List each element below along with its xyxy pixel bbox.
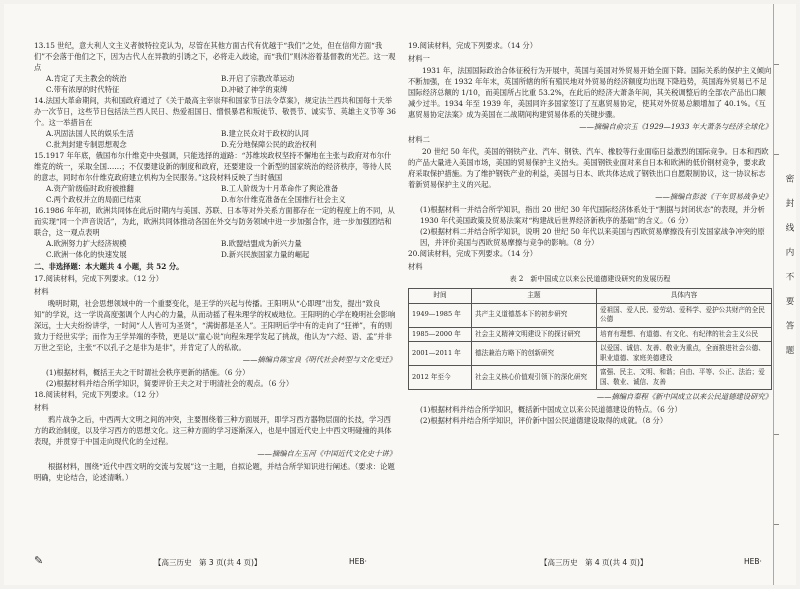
footer-code-left bbox=[349, 557, 367, 566]
table-row bbox=[409, 342, 772, 366]
material-label: 材料 bbox=[34, 287, 49, 296]
footer-code-right bbox=[744, 557, 762, 566]
table-row bbox=[409, 303, 772, 327]
page-footer-right bbox=[540, 557, 647, 568]
seal-tick bbox=[774, 434, 779, 435]
option: C.两个政权并立的局面已结束 bbox=[46, 195, 142, 204]
option: C.带有浓厚的时代特征 bbox=[46, 85, 120, 94]
exam-paper bbox=[4, 4, 796, 585]
sub-question: (2)根据材料并结合所学知识，简要评价王夫之对于明清社会的观点。（6 分） bbox=[46, 379, 294, 388]
footer-code: HEB· bbox=[349, 557, 367, 566]
material-text: 鸦片战争之后，中西两大文明之间的冲突，主要围绕着三种方面展开，即学习西方器物层面的长技，学习西方的政治制度，以及学习西方的思想文化。这三种方面的学习逐渐深入，也是中国近代史上中西文明碰撞的具体表现，并贯穿于中国走向现代化的全过程。 bbox=[34, 415, 392, 446]
question-15: 15.1917 年年底，俄国布尔什维克中央强调，只能选择的道路：“苏维埃政权坚持不懈地在主张与政府对布尔什维克的统一，采取全国……；不仅要建设新的制度和政府，还要建设一个新型的国家统治的经济秩序，等待人民的意志，同时布尔什维克政府建立机构为全民服务。”这段材料反映了当时俄国 bbox=[34, 151, 392, 182]
essay-task: 根据材料，围绕“近代中西文明的交流与发展”这一主题，自拟论题，并结合所学知识进行阐述。（要求：论题明确，史论结合，论述清晰。） bbox=[34, 462, 395, 482]
question-18: 18.阅读材料，完成下列要求。（12 分） bbox=[34, 390, 164, 399]
option: A.肯定了天主教会的统治 bbox=[46, 74, 127, 83]
material-source: ——摘编自左玉河《中国近代文化史十讲》 bbox=[257, 449, 396, 458]
seal-line-sidebar bbox=[773, 4, 800, 585]
table-cell: 2012 年至今 bbox=[409, 366, 472, 390]
table-cell: 爱祖国、爱人民、爱劳动、爱科学、爱护公共财产的全民公德 bbox=[597, 303, 772, 327]
material-label: 材料二 bbox=[408, 135, 430, 144]
material-label: 材料 bbox=[34, 403, 49, 412]
seal-tick bbox=[774, 524, 779, 525]
material-text: 晚明时期，社会思想领域中的一个重要变化，是王学的兴起与传播。王阳明从“心即理”出发，提出“致良知”的学说，这一学说高度强调个人内心的力量，从而动摇了程朱理学的权威地位。王阳明的心学在晚明社会影响深远，士大夫纷纷讲学，一时间“人人皆可为圣贤”，“满街都是圣人”。王阳明后学中有的走向了“狂禅”，有的则致力于经世实学；而作为王学异端的李贽，更是以“童心说”向程朱理学发起了挑战，他认为“六经、语、孟”并非万世之至论，主张“不以孔子之是非为是非”，并肯定了人的私欲。 bbox=[34, 299, 396, 352]
page-footer-left bbox=[154, 557, 261, 568]
footer-text: 【高三历史 第 4 页(共 4 页)】 bbox=[540, 558, 648, 567]
question-19: 19.阅读材料，完成下列要求。（14 分） bbox=[408, 41, 538, 50]
option: D.新兴民族国家力量的崛起 bbox=[221, 250, 310, 259]
material-source: ——摘编自秦程《新中国成立以来公民道德建设研究》 bbox=[596, 392, 772, 401]
table-cell: 社会主义精神文明建设下的探讨研究 bbox=[472, 327, 597, 342]
option: A.巩固法国人民的娱乐生活 bbox=[46, 129, 134, 138]
q13-options bbox=[34, 73, 396, 95]
development-table bbox=[408, 288, 772, 390]
section-heading: 二、非选择题：本大题共 4 小题，共 52 分。 bbox=[34, 262, 184, 271]
material-label: 材料 bbox=[408, 262, 423, 271]
table-cell: 共产主义道德基本下的初步研究 bbox=[472, 303, 597, 327]
material-source: ——摘编自彭波《干年贸易战争史》 bbox=[655, 192, 772, 201]
pen-logo-icon: ✎ bbox=[34, 554, 44, 567]
option: A.欧洲努力扩大经济规模 bbox=[46, 239, 127, 248]
table-caption: 表 2 新中国成立以来公民道德建设研究的发展历程 bbox=[509, 275, 671, 283]
option: C.批判封建专制思想观念 bbox=[46, 140, 127, 149]
option: B.工人阶级为十月革命作了舆论准备 bbox=[221, 184, 339, 193]
table-cell: 社会主义核心价值观引领下的深化研究 bbox=[472, 366, 597, 390]
sub-question: (2)根据材料二并结合所学知识，说明 20 世纪 50 年代以来美国与西欧贸易摩擦没有引发国家战争冲突的原因，并评价美国与西欧贸易摩擦与竞争的影响。（8 分） bbox=[420, 227, 765, 247]
option: B.建立民众对于政权的认同 bbox=[221, 129, 309, 138]
q16-options bbox=[34, 238, 396, 260]
table-row bbox=[409, 327, 772, 342]
table-cell: 以爱国、诚信、友善、敬业为重点，全面推进社会公德、职业道德、家庭美德建设 bbox=[597, 342, 772, 366]
table-row bbox=[409, 366, 772, 390]
sub-question: (2)根据材料并结合所学知识，评价新中国公民道德建设取得的成就。（8 分） bbox=[420, 416, 668, 425]
option: A.资产阶级临时政府被推翻 bbox=[46, 184, 134, 193]
table-cell: 德法兼治方略下的创新研究 bbox=[472, 342, 597, 366]
option: D.充分地保障公民的政治权利 bbox=[221, 140, 317, 149]
material-source: ——摘编自陈宝良《明代社会转型与文化变迁》 bbox=[242, 355, 396, 364]
material-label: 材料一 bbox=[408, 54, 430, 63]
seal-tick bbox=[774, 64, 779, 65]
question-17: 17.阅读材料，完成下列要求。（12 分） bbox=[34, 274, 164, 283]
seal-line-notice: 密封线内不要答题 bbox=[784, 174, 794, 370]
option: C.欧洲一体化的快速发展 bbox=[46, 250, 127, 259]
q14-options bbox=[34, 128, 396, 150]
table-cell: 1949—1985 年 bbox=[409, 303, 472, 327]
right-column bbox=[408, 40, 772, 426]
table-cell: 1985—2000 年 bbox=[409, 327, 472, 342]
footer-text: 【高三历史 第 3 页(共 4 页)】 bbox=[154, 558, 262, 567]
table-header: 时间 bbox=[409, 289, 472, 304]
material-text: 1931 年，法国国际政治合体征税行为开展中，英国与美国对外贸易开始全面下降。国际关系的保护主义倾向不断加强，在 1932 年年末，英国所辖的所有殖民地对外贸易的经济额度均出现下降趋势，英国海外贸易已不足国际经济总额的 1/10，而美国所占比重 53.2%，在此后的经济大萧条年间，其关税调整后的全部农产品出口额减少过半。1934 年至 1939 年，美国同许多国家签订了互惠贸易协定，使其对外贸易总额增加了 40.1%。《互惠贸易协定法案》成为美国在二战期间构建贸易体系的关键步骤。 bbox=[408, 66, 772, 119]
option: B.欧盟结盟成为新兴力量 bbox=[221, 239, 302, 248]
material-source: ——摘编自俞宗玉《1929—1933 年大萧条与经济全球化》 bbox=[579, 122, 772, 131]
seal-tick bbox=[774, 154, 779, 155]
option: D.布尔什维克准备在全国推行社会主义 bbox=[221, 195, 346, 204]
option: D.冲破了神学的束缚 bbox=[221, 85, 288, 94]
sub-question: (1)根据材料，概括王夫之干时谓社会秩序更新的措施。（6 分） bbox=[46, 368, 250, 377]
table-header: 主题 bbox=[472, 289, 597, 304]
option: B.开启了宗教改革运动 bbox=[221, 74, 295, 83]
footer-code: HEB· bbox=[744, 557, 762, 566]
question-20: 20.阅读材料，完成下列要求。（14 分） bbox=[408, 249, 538, 258]
material-text: 20 世纪 50 年代，美国的钢铁产业、汽车、钢铁、汽车、橡胶等行业面临日益激烈的国际竞争。日本和西欧的产品大量进入美国市场，美国的贸易保护主义抬头。美国钢铁业面对来自日本和欧洲的低价钢材竞争，要求政府采取保护措施。为了维护钢铁产业的利益，美国与日本、欧共体达成了钢铁出口自愿限制协议，这一协议标志着新贸易保护主义的兴起。 bbox=[408, 147, 769, 189]
table-header: 具体内容 bbox=[597, 289, 772, 304]
question-16: 16.1986 年年初，欧洲共同体在此后时期内与美国、苏联、日本等对外关系方面都存在一定的程度上的不同，从而实现“同一个声音说话”，为此，欧洲共同体推动各国在外交与防务领域中进一步加强合作，进一步加强团结和联合，这一观点表明 bbox=[34, 206, 395, 237]
table-cell: 培育有理想、有道德、有文化、有纪律的社会主义公民 bbox=[597, 327, 772, 342]
table-cell: 2001—2011 年 bbox=[409, 342, 472, 366]
sub-question: (1)根据材料并结合所学知识，概括新中国成立以来公民道德建设的特点。（6 分） bbox=[420, 405, 682, 414]
q15-options bbox=[34, 183, 396, 205]
question-14: 14.法国大革命期间，共和国政府通过了《关于最高主宰崇拜和国家节日法令草案》，规定法兰西共和国每十天举办一次节日，这些节日包括法兰西人民日、热爱祖国日、憎恨暴君和叛徒节、敬畏节、诚实节、英雄主义节等 36 个。这一举措旨在 bbox=[34, 96, 396, 127]
left-column bbox=[34, 40, 396, 483]
table-header-row bbox=[409, 289, 772, 304]
question-13: 13.15 世纪，意大利人文主义者彼特拉克认为，尽管在其他方面古代有优越于“我们”之处，但在信仰方面“我们”不会落于他们之下，因为古代人在异教的引诱之下，必将走入歧途，而“我们”则沐浴着基督教的光芒。这一观点 bbox=[34, 41, 396, 72]
sub-question: (1)根据材料一并结合所学知识，指出 20 世纪 30 年代国际经济体系处于“割据与封闭状态”的表现，并分析 1930 年代美国政策及贸易法案对“构建战后世界经济新秩序的基础”的含义。（6 分） bbox=[420, 205, 765, 225]
table-cell: 富强、民主、文明、和谐；自由、平等、公正、法治；爱国、敬业、诚信、友善 bbox=[597, 366, 772, 390]
